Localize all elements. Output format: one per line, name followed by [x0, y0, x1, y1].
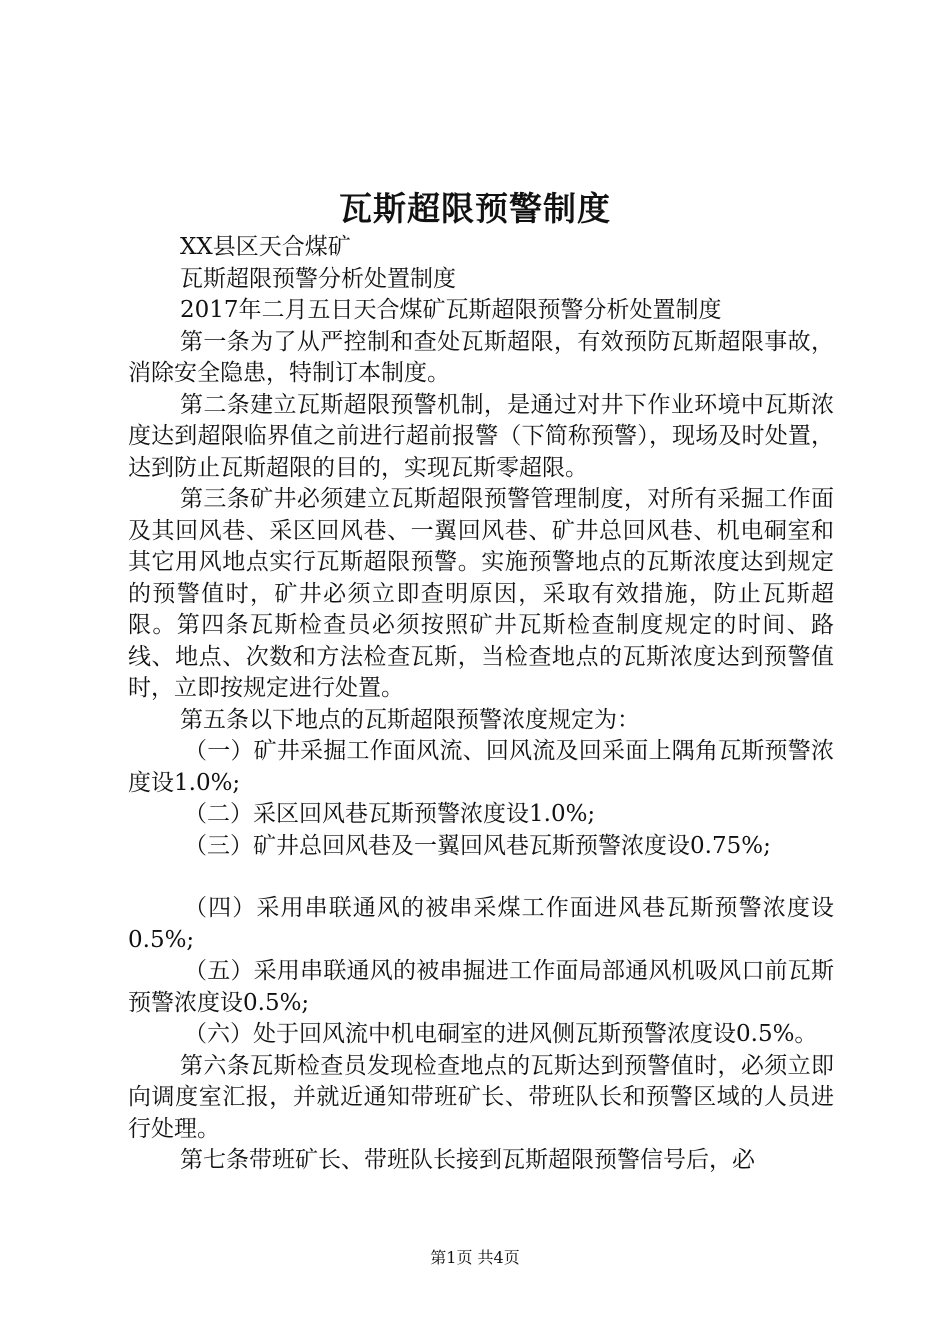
page-footer: 第1页 共4页	[430, 1248, 520, 1267]
paragraph-article-7: 第七条带班矿长、带班队长接到瓦斯超限预警信号后，必	[180, 1147, 755, 1173]
paragraph-item-6: （六）处于回风流中机电硐室的进风侧瓦斯预警浓度设0.5%。	[184, 1021, 818, 1047]
paragraph-item-1: （一）矿井采掘工作面风流、回风流及回采面上隅角瓦斯预警浓度设1.0%;	[128, 738, 834, 796]
paragraph-item-4: （四）采用串联通风的被串采煤工作面进风巷瓦斯预警浓度设0.5%;	[128, 895, 834, 953]
blank-line	[128, 862, 834, 893]
paragraph-article-6: 第六条瓦斯检查员发现检查地点的瓦斯达到预警值时，必须立即向调度室汇报，并就近通知带班矿长、带班队长和预警区域的人员进行处理。	[128, 1052, 834, 1142]
paragraph-date: 2017年二月五日天合煤矿瓦斯超限预警分析处置制度	[180, 297, 722, 323]
paragraph-item-2: （二）采区回风巷瓦斯预警浓度设1.0%;	[184, 801, 596, 827]
paragraph-item-5: （五）采用串联通风的被串掘进工作面局部通风机吸风口前瓦斯预警浓度设0.5%;	[128, 958, 834, 1016]
paragraph-article-3-4: 第三条矿井必须建立瓦斯超限预警管理制度，对所有采掘工作面及其回风巷、采区回风巷、一翼回风巷、矿井总回风巷、机电硐室和其它用风地点实行瓦斯超限预警。实施预警地点的瓦斯浓度达到规定的预警值时，矿井必须立即查明原因，采取有效措施，防止瓦斯超限。第四条瓦斯检查员必须按照矿井瓦斯检查制度规定的时间、路线、地点、次数和方法检查瓦斯，当检查地点的瓦斯浓度达到预警值时，立即按规定进行处置。	[128, 486, 834, 701]
paragraph-item-3: （三）矿井总回风巷及一翼回风巷瓦斯预警浓度设0.75%;	[184, 832, 771, 859]
paragraph-subtitle: 瓦斯超限预警分析处置制度	[180, 265, 456, 292]
document-title: 瓦斯超限预警制度	[339, 189, 611, 228]
paragraph-article-1: 第一条为了从严控制和查处瓦斯超限，有效预防瓦斯超限事故，消除安全隐患，特制订本制度。	[128, 328, 834, 386]
paragraph-article-2: 第二条建立瓦斯超限预警机制，是通过对井下作业环境中瓦斯浓度达到超限临界值之前进行超前报警（下简称预警），现场及时处置，达到防止瓦斯超限的目的，实现瓦斯零超限。	[128, 391, 834, 481]
paragraph-org: XX县区天合煤矿	[180, 234, 351, 260]
paragraph-article-5: 第五条以下地点的瓦斯超限预警浓度规定为：	[180, 706, 640, 733]
document-body	[128, 232, 834, 1177]
